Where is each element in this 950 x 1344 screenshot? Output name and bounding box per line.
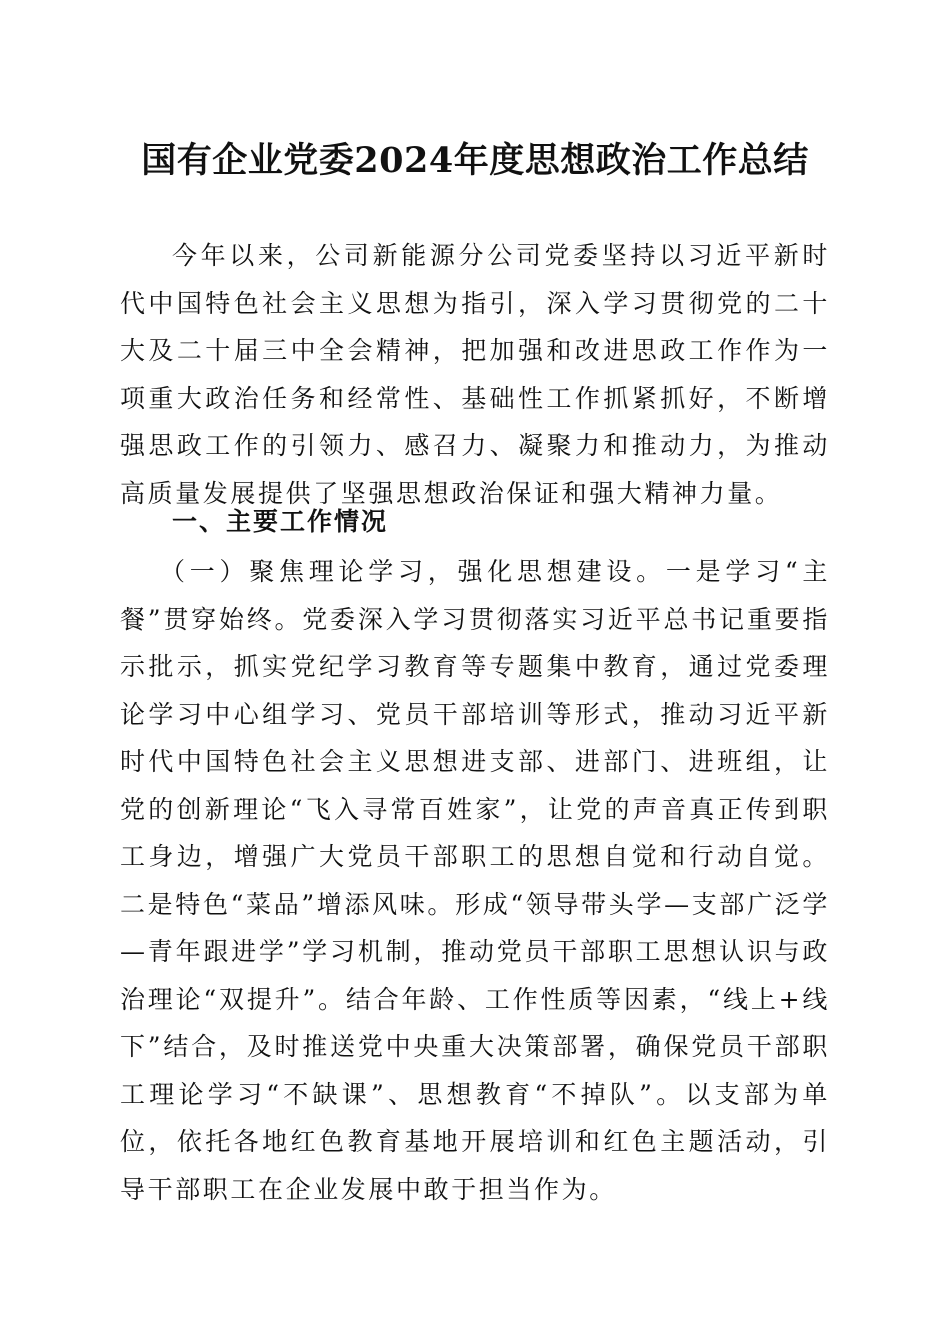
document-title: 国有企业党委2024年度思想政治工作总结: [141, 140, 809, 181]
intro-paragraph: 今年以来，公司新能源分公司党委坚持以习近平新时代中国特色社会主义思想为指引，深入学习贯彻党的二十大及二十届三中全会精神，把加强和改进思政工作作为一项重大政治任务和经常性、基础性工作抓紧抓好，不断增强思政工作的引领力、感召力、凝聚力和推动力，为推动高质量发展提供了坚强思想政治保证和强大精神力量。: [120, 241, 830, 508]
section-heading: 一、主要工作情况: [172, 507, 389, 536]
section-paragraph: （一）聚焦理论学习，强化思想建设。一是学习“主餐”贯穿始终。党委深入学习贯彻落实习近平总书记重要指示批示，抓实党纪学习教育等专题集中教育，通过党委理论学习中心组学习、党员干部培训等形式，推动习近平新时代中国特色社会主义思想进支部、进部门、进班组，让党的创新理论“飞入寻常百姓家”，让党的声音真正传到职工身边，增强广大党员干部职工的思想自觉和行动自觉。二是特色“菜品”增添风味。形成“领导带头学—支部广泛学—青年跟进学”学习机制，推动党员干部职工思想认识与政治理论“双提升”。结合年龄、工作性质等因素，“线上+线下”结合，及时推送党中央重大决策部署，确保党员干部职工理论学习“不缺课”、思想教育“不掉队”。以支部为单位，依托各地红色教育基地开展培训和红色主题活动，引导干部职工在企业发展中敢于担当作为。: [120, 557, 830, 1204]
